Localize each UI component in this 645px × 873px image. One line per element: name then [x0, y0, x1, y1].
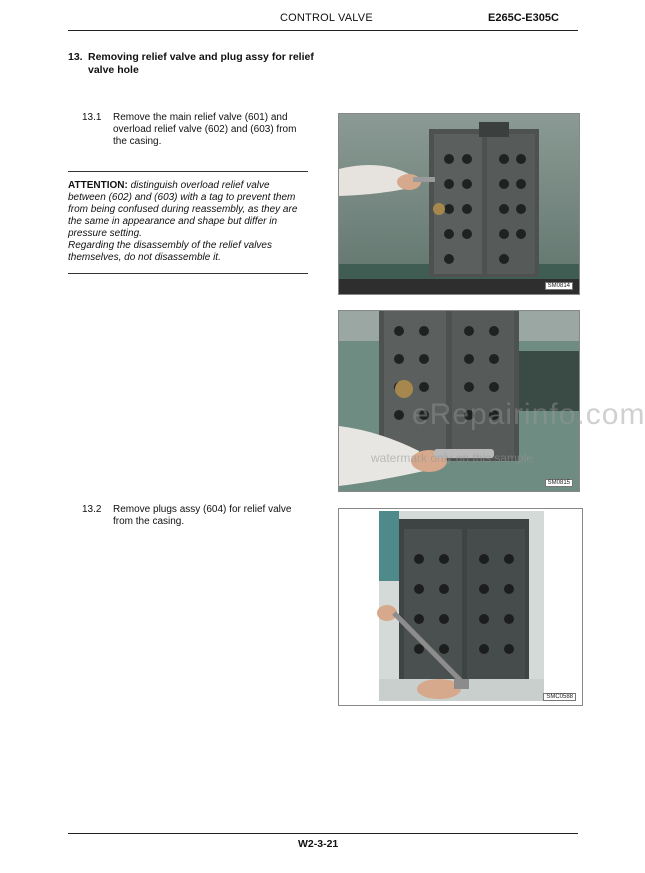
header-model: E265C-E305C [488, 12, 559, 24]
section-number: 13. [68, 51, 83, 63]
attention-line: pressure setting. [68, 228, 142, 239]
attention-note [68, 180, 308, 264]
watermark-site: eRepairinfo.com [412, 398, 645, 431]
photo-code: SM0814 [545, 282, 573, 290]
step-text [113, 112, 313, 148]
step-line: the casing. [113, 136, 162, 147]
attention-top-rule [68, 171, 308, 172]
step-line: from the casing. [113, 516, 185, 527]
step-line: Remove the main relief valve (601) and [113, 112, 288, 123]
photo-valve-removal [338, 113, 580, 295]
step-number: 13.2 [82, 504, 102, 515]
photo-illustration [339, 114, 579, 294]
section-title: Removing relief valve and plug assy for relief valve hole [88, 51, 314, 76]
attention-bottom-rule [68, 273, 308, 274]
step-line: overload relief valve (602) and (603) from [113, 124, 297, 135]
attention-line: between (602) and (603) with a tag to prevent them [68, 192, 296, 203]
attention-line: the same in appearance and shape but differ in [68, 216, 278, 227]
attention-label: ATTENTION: [68, 180, 128, 191]
step-line: Remove plugs assy (604) for relief valve [113, 504, 292, 515]
attention-line: Regarding the disassembly of the relief valves [68, 240, 272, 251]
attention-line: from being confused during reassembly, as they are [68, 204, 298, 215]
step-number: 13.1 [82, 112, 102, 123]
step-text [113, 504, 313, 528]
attention-line: distinguish overload relief valve [130, 180, 270, 191]
photo-plug-removal [338, 508, 583, 706]
photo-code: SM0815 [545, 479, 573, 487]
attention-line: themselves, do not disassemble it. [68, 252, 221, 263]
header-title: CONTROL VALVE [280, 12, 373, 24]
header-divider [68, 30, 578, 31]
watermark-note: watermark only on this sample [371, 451, 534, 465]
photo-code: SMC0588 [543, 693, 576, 701]
photo-illustration [339, 509, 582, 705]
page-number: W2-3-21 [298, 838, 339, 850]
footer-divider [68, 833, 578, 834]
